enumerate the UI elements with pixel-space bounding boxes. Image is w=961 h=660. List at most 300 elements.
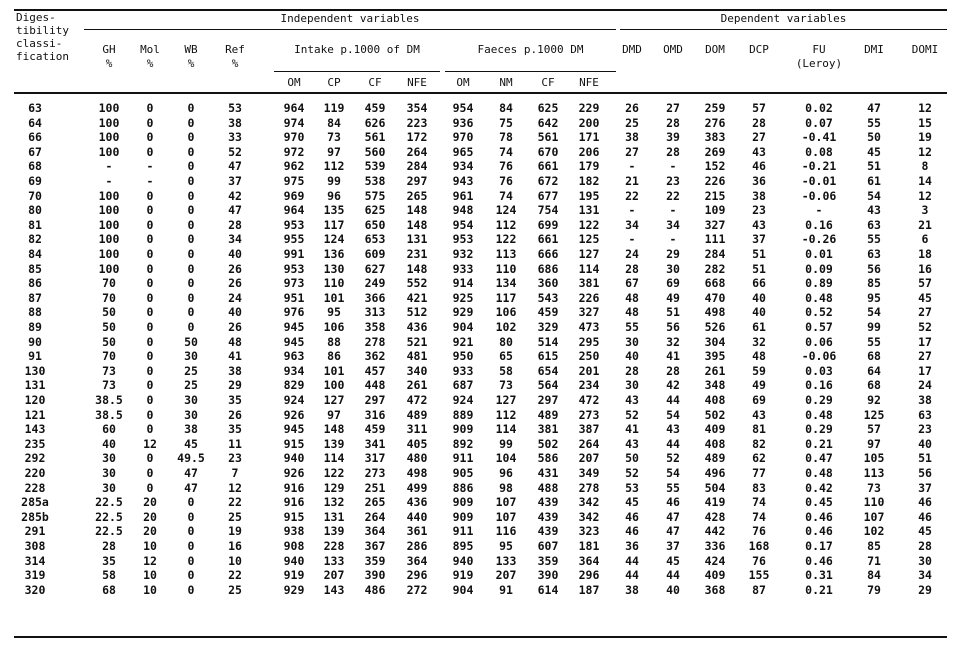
table-row [0,510,961,524]
table-cell: 0 [146,130,154,145]
table-cell: 37 [918,480,932,495]
table-cell: 470 [704,290,726,305]
table-cell: 119 [323,101,345,115]
table-cell: 561 [364,130,386,145]
table-cell: 911 [452,524,474,539]
table-cell: 22 [228,568,242,583]
table-cell: 68 [867,349,881,364]
table-cell: 49.5 [177,451,205,466]
table-cell: 97 [327,144,341,159]
table-cell: 51 [666,305,680,320]
table-cell: 29 [228,378,242,393]
table-cell: 76 [499,174,513,188]
table-cell: 73 [867,480,881,495]
table-cell: 472 [578,393,600,407]
table-cell: 228 [323,539,345,553]
table-cell: 107 [495,495,517,510]
row-classification: 285b [21,509,49,524]
table-cell: 273 [364,466,386,480]
table-cell: 367 [364,539,386,553]
table-cell: 38.5 [95,407,123,422]
table-cell: 109 [704,203,726,218]
table-cell: 73 [102,363,116,378]
table-cell: 670 [537,144,559,159]
table-cell: 33 [228,130,242,145]
table-cell: 135 [323,203,345,218]
table-cell: 50 [102,320,116,334]
table-cell: 0 [146,422,154,437]
table-row [0,393,961,407]
table-cell: 0 [187,320,195,334]
table-cell: 134 [495,276,517,291]
table-cell: 0 [146,276,154,291]
table-row [0,174,961,188]
table-cell: 45 [867,144,881,159]
table-cell: 284 [704,247,726,261]
table-cell: 12 [143,553,157,568]
table-cell: 22 [228,495,242,510]
table-cell: 20 [143,509,157,524]
table-cell: 360 [537,276,559,291]
table-cell: 35 [102,553,116,568]
table-cell: 51 [918,451,932,466]
table-cell: 52 [666,451,680,466]
intake-col-header-nfe: NFE [407,76,427,89]
table-cell: 0 [146,466,154,480]
table-cell: - [815,203,823,218]
table-cell: 133 [495,553,517,568]
table-cell: 46 [752,159,766,174]
table-cell: 954 [452,217,474,232]
table-cell: 0 [187,217,195,232]
table-cell: 486 [364,582,386,597]
table-cell: 459 [364,101,386,115]
table-cell: 40 [918,436,932,451]
row-classification: 70 [28,188,42,203]
pct-col-unit-gh: % [105,57,113,70]
table-cell: 0 [187,582,195,597]
table-cell: 390 [537,568,559,583]
table-cell: 938 [283,524,305,539]
table-cell: 42 [228,188,242,203]
table-cell: 661 [537,232,559,247]
table-cell: 7 [231,466,239,480]
table-cell: 207 [578,451,600,466]
table-cell: 0.16 [805,217,833,232]
table-cell: 125 [863,407,885,422]
table-cell: 948 [452,203,474,218]
table-cell: 98 [499,480,513,495]
table-cell: 50 [102,334,116,349]
row-classification: 85 [28,261,42,276]
table-cell: 480 [406,451,428,466]
table-cell: 0 [146,101,154,115]
table-cell: 25 [228,509,242,524]
pct-col-unit-ref: % [231,57,239,70]
table-cell: 54 [666,466,680,480]
table-cell: 421 [406,290,428,305]
table-cell: 70 [102,276,116,291]
table-cell: 0.48 [805,466,833,480]
table-cell: 23 [666,174,680,188]
table-cell: 28 [752,115,766,130]
table-cell: 55 [867,232,881,247]
table-cell: 19 [228,524,242,539]
table-cell: 67 [625,276,639,291]
table-row [0,481,961,495]
table-cell: 63 [918,407,932,422]
table-cell: 99 [867,320,881,334]
table-cell: 489 [406,407,428,422]
table-cell: 0 [146,363,154,378]
table-cell: 28 [625,363,639,378]
dep-col-header-dom: DOM [705,43,725,56]
table-cell: 12 [143,436,157,451]
table-cell: 22 [666,188,680,203]
table-cell: 0 [146,115,154,130]
table-cell: 182 [578,174,600,188]
table-cell: 0 [187,159,195,174]
table-cell: 362 [364,349,386,364]
table-cell: 65 [499,349,513,364]
table-cell: 130 [323,261,345,276]
table-cell: 489 [537,407,559,422]
table-cell: 48 [752,349,766,364]
table-row [0,335,961,349]
table-row [0,276,961,290]
table-cell: 171 [578,130,600,145]
table-row [0,495,961,509]
table-cell: 100 [98,247,120,261]
row-classification: 131 [24,378,46,393]
table-cell: 35 [228,393,242,407]
table-cell: 991 [283,247,305,261]
table-cell: 41 [666,349,680,364]
table-cell: 387 [578,422,600,437]
table-cell: 57 [918,276,932,291]
table-cell: 969 [283,188,305,203]
row-classification: 66 [28,130,42,145]
table-cell: 686 [537,261,559,276]
table-cell: 323 [578,524,600,539]
table-cell: 607 [537,539,559,553]
table-cell: 18 [918,247,932,261]
table-cell: 43 [752,217,766,232]
table-cell: 36 [752,174,766,188]
row-classification: 84 [28,247,42,261]
table-cell: 30 [184,393,198,407]
table-cell: 117 [495,290,517,305]
table-cell: 50 [625,451,639,466]
row-classification: 91 [28,349,42,364]
table-cell: 502 [537,436,559,451]
table-cell: 143 [323,582,345,597]
table-row [0,422,961,436]
table-cell: 52 [625,466,639,480]
table-cell: 368 [704,582,726,597]
table-cell: 261 [704,363,726,378]
table-cell: 37 [752,232,766,247]
table-cell: 172 [406,130,428,145]
table-cell: 361 [406,524,428,539]
table-cell: 0.31 [805,568,833,583]
table-cell: - [146,174,154,188]
table-cell: 102 [863,524,885,539]
table-cell: 916 [283,495,305,510]
table-cell: 428 [704,509,726,524]
table-cell: 0.29 [805,422,833,437]
row-classification: 87 [28,290,42,305]
table-cell: 46 [918,509,932,524]
table-cell: 933 [452,363,474,378]
table-cell: 101 [323,363,345,378]
table-cell: 932 [452,247,474,261]
table-cell: 55 [867,334,881,349]
table-cell: 311 [406,422,428,437]
table-cell: 0 [146,144,154,159]
table-cell: 136 [323,247,345,261]
table-cell: 21 [918,217,932,232]
table-cell: 100 [98,115,120,130]
dep-col-header-dmi: DMI [864,43,884,56]
table-cell: 12 [918,144,932,159]
table-row [0,539,961,553]
table-cell: 28 [625,261,639,276]
table-row [0,101,961,115]
table-cell: 57 [867,422,881,437]
table-cell: 970 [283,130,305,145]
table-cell: 539 [364,159,386,174]
table-cell: 249 [364,276,386,291]
table-cell: 286 [406,539,428,553]
table-cell: 28 [918,539,932,553]
table-cell: 0.06 [805,334,833,349]
table-cell: 122 [495,232,517,247]
table-cell: 21 [625,174,639,188]
table-cell: 0.29 [805,393,833,407]
table-cell: 47 [666,509,680,524]
table-cell: - [105,159,113,174]
table-cell: 47 [184,466,198,480]
table-cell: 327 [578,305,600,320]
table-cell: 44 [625,553,639,568]
table-cell: 0 [187,101,195,115]
table-cell: 114 [495,422,517,437]
table-cell: 264 [406,144,428,159]
table-cell: 0 [146,320,154,334]
table-cell: 0.48 [805,407,833,422]
table-cell: 92 [867,393,881,407]
table-cell: 0.16 [805,378,833,393]
table-cell: 28 [102,539,116,553]
table-cell: 936 [452,115,474,130]
table-cell: 34 [228,232,242,247]
table-cell: 0.46 [805,553,833,568]
table-cell: 56 [918,466,932,480]
table-cell: 943 [452,174,474,188]
table-cell: 179 [578,159,600,174]
table-cell: 55 [625,320,639,334]
table-cell: 954 [452,101,474,115]
table-cell: 51 [752,247,766,261]
table-cell: 915 [283,436,305,451]
table-cell: 953 [283,217,305,232]
table-cell: 24 [228,290,242,305]
table-cell: 265 [364,495,386,510]
table-row [0,437,961,451]
table-cell: 27 [625,144,639,159]
table-cell: 45 [918,524,932,539]
table-row [0,262,961,276]
table-cell: 0 [187,188,195,203]
table-cell: 0 [187,509,195,524]
table-cell: 904 [452,320,474,334]
table-cell: 100 [98,188,120,203]
table-cell: 276 [704,115,726,130]
table-cell: 27 [666,101,680,115]
table-cell: 383 [704,130,726,145]
table-cell: 313 [364,305,386,320]
table-cell: 0 [146,305,154,320]
table-cell: 111 [704,232,726,247]
table-cell: 359 [364,553,386,568]
table-cell: 87 [752,582,766,597]
table-cell: 677 [537,188,559,203]
table-cell: 502 [704,407,726,422]
table-cell: 609 [364,247,386,261]
table-cell: 234 [578,378,600,393]
table-cell: 127 [323,393,345,407]
table-cell: 206 [578,144,600,159]
table-cell: 395 [704,349,726,364]
table-cell: 55 [867,115,881,130]
table-cell: 43 [867,203,881,218]
table-cell: 666 [537,247,559,261]
table-cell: 131 [578,203,600,218]
table-cell: 650 [364,217,386,232]
table-cell: -0.01 [801,174,837,188]
table-cell: 71 [867,553,881,568]
table-cell: 110 [863,495,885,510]
table-cell: 431 [537,466,559,480]
table-cell: 47 [867,101,881,115]
table-cell: 929 [452,305,474,320]
table-cell: 514 [537,334,559,349]
faeces-col-header-om: OM [456,76,470,89]
table-cell: 364 [406,553,428,568]
table-cell: 970 [452,130,474,145]
table-cell: - [669,159,677,174]
table-cell: 74 [752,509,766,524]
table-cell: 45 [184,436,198,451]
table-cell: 0.46 [805,509,833,524]
row-classification: 81 [28,217,42,232]
table-cell: 28 [666,144,680,159]
table-cell: 15 [918,115,932,130]
table-cell: 104 [495,451,517,466]
table-cell: 23 [752,203,766,218]
table-cell: 22.5 [95,509,123,524]
faeces-col-header-nm: NM [499,76,513,89]
table-cell: 96 [499,466,513,480]
table-cell: 0 [146,232,154,247]
table-cell: 488 [537,480,559,495]
table-cell: 77 [752,466,766,480]
table-cell: 215 [704,188,726,203]
table-cell: 512 [406,305,428,320]
table-cell: 69 [666,276,680,291]
row-classification: 220 [24,466,46,480]
table-cell: 26 [228,407,242,422]
table-cell: 829 [283,378,305,393]
intake-rule [274,71,440,72]
table-cell: 950 [452,349,474,364]
table-cell: 575 [364,188,386,203]
table-cell: 74 [752,495,766,510]
row-classification: 90 [28,334,42,349]
table-cell: 80 [499,334,513,349]
table-cell: 91 [499,582,513,597]
table-cell: 945 [283,422,305,437]
table-cell: 30 [102,451,116,466]
table-cell: 0 [187,247,195,261]
table-cell: 112 [495,217,517,232]
table-cell: 58 [102,568,116,583]
table-cell: 36 [625,539,639,553]
table-cell: 916 [283,480,305,495]
faeces-col-header-nfe: NFE [579,76,599,89]
table-cell: 614 [537,582,559,597]
table-cell: 200 [578,115,600,130]
table-cell: 0 [187,524,195,539]
table-cell: 127 [578,247,600,261]
table-cell: 86 [327,349,341,364]
table-row [0,116,961,130]
table-cell: 38 [918,393,932,407]
table-cell: 381 [578,276,600,291]
table-cell: 278 [364,334,386,349]
table-cell: 30 [918,553,932,568]
table-cell: 272 [406,582,428,597]
table-cell: 47 [228,203,242,218]
table-cell: 405 [406,436,428,451]
table-cell: 22.5 [95,524,123,539]
row-classification: 228 [24,480,46,495]
table-cell: 133 [323,553,345,568]
table-cell: 231 [406,247,428,261]
table-cell: -0.06 [801,188,837,203]
table-cell: 341 [364,436,386,451]
table-cell: 100 [98,130,120,145]
table-cell: 442 [704,524,726,539]
table-row [0,232,961,246]
table-cell: 0 [146,203,154,218]
table-cell: 934 [283,363,305,378]
table-cell: 0 [187,276,195,291]
table-cell: 14 [918,174,932,188]
table-cell: 20 [143,524,157,539]
table-cell: 100 [98,144,120,159]
table-cell: 926 [283,466,305,480]
table-cell: 10 [228,553,242,568]
table-cell: 70 [102,290,116,305]
table-cell: 101 [323,290,345,305]
table-cell: 70 [102,349,116,364]
table-cell: - [105,174,113,188]
table-cell: 226 [704,174,726,188]
stub-header-line-2: tibility [16,24,69,37]
table-cell: 34 [918,568,932,583]
